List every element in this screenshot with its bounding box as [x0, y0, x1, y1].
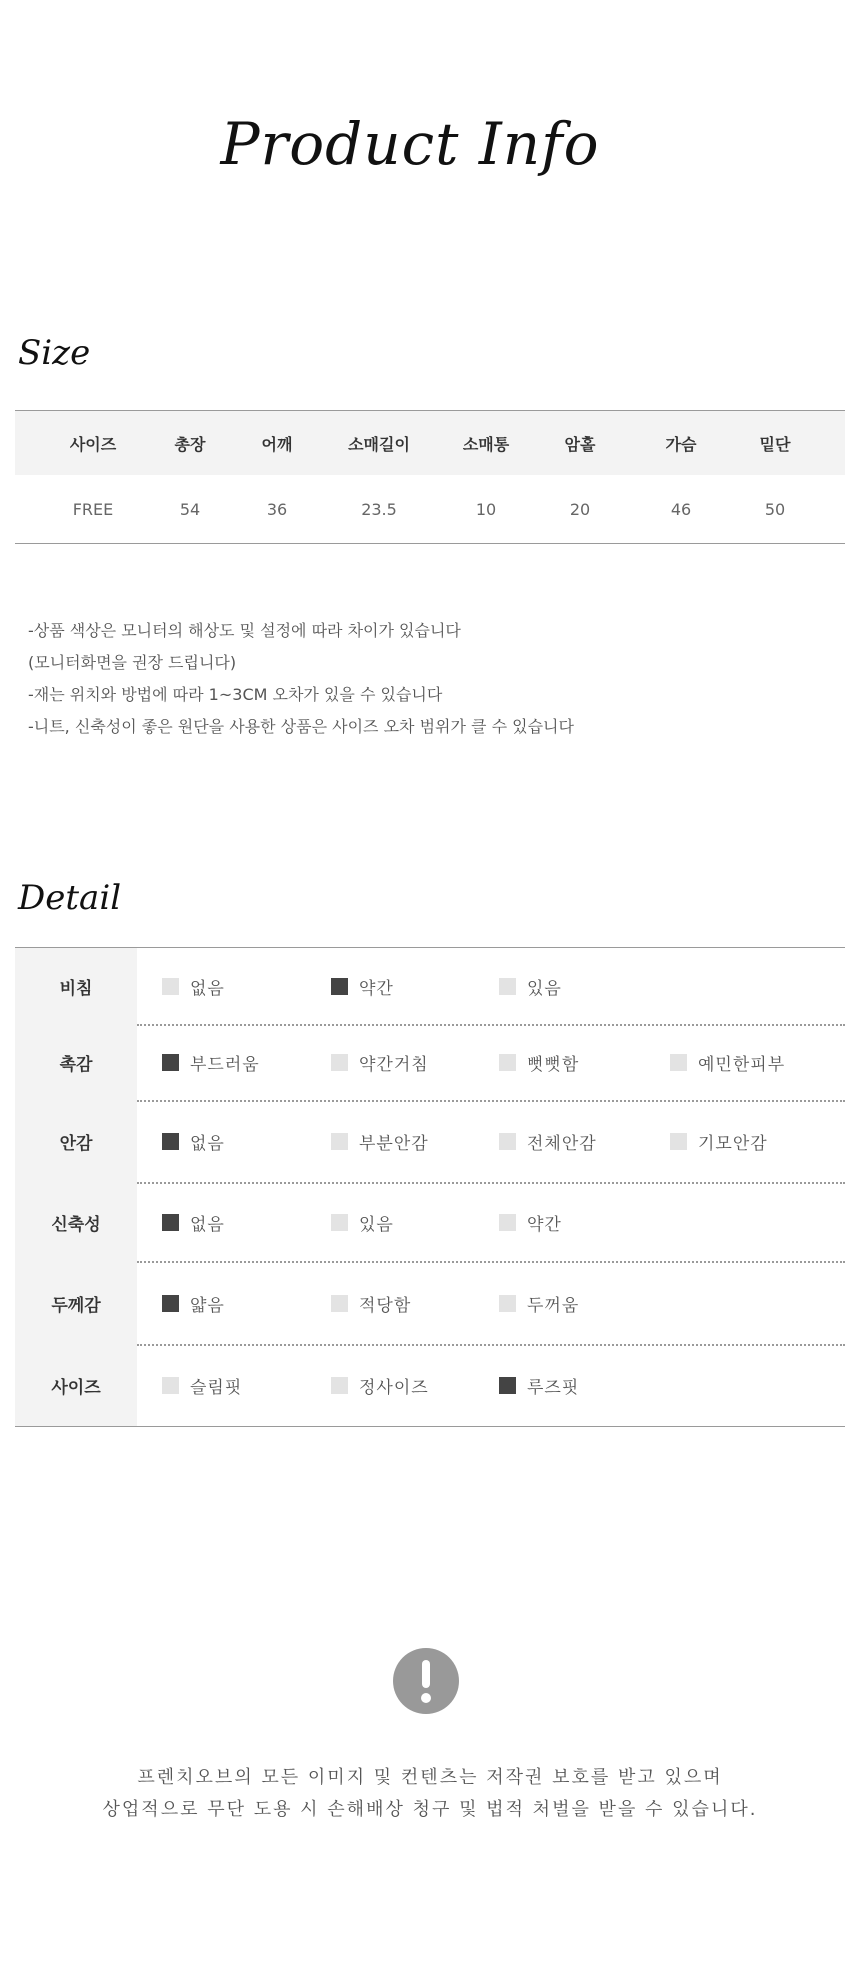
size-header-cell: 소매통 [462, 434, 510, 454]
detail-option [162, 1345, 242, 1425]
detail-option [331, 1025, 429, 1100]
option-label: 적당함 [359, 1295, 412, 1316]
note-line: (모니터화면을 권장 드립니다) [28, 653, 237, 672]
size-table [15, 410, 845, 544]
detail-option [670, 1025, 785, 1100]
detail-option [499, 1183, 562, 1261]
checkbox-empty-icon [499, 978, 516, 995]
size-header-cell: 총장 [174, 434, 206, 454]
detail-row-stretch [15, 1183, 845, 1261]
copyright-line: 프렌치오브의 모든 이미지 및 컨텐츠는 저작권 보호를 받고 있으며 [137, 1767, 723, 1788]
size-cell: 20 [569, 499, 591, 519]
size-header-cell: 사이즈 [69, 434, 117, 454]
option-label: 두꺼움 [527, 1295, 580, 1316]
size-cell: 36 [266, 499, 288, 519]
size-header-cell: 어깨 [261, 434, 293, 454]
size-header-cell: 암홀 [564, 434, 596, 454]
option-label: 없음 [190, 978, 225, 999]
detail-row-label: 촉감 [59, 1055, 93, 1075]
checkbox-empty-icon [331, 1054, 348, 1071]
size-cell: 54 [179, 499, 201, 519]
checkbox-empty-icon [499, 1214, 516, 1231]
checkbox-filled-icon [331, 978, 348, 995]
size-header-cell: 소매길이 [348, 434, 410, 454]
option-label: 예민한피부 [698, 1055, 786, 1075]
size-header-cell: 가슴 [665, 434, 697, 454]
detail-option [331, 1262, 411, 1344]
note-line: -재는 위치와 방법에 따라 1~3CM 오차가 있을 수 있습니다 [28, 685, 443, 704]
detail-table [15, 947, 845, 1427]
detail-option [670, 1101, 768, 1182]
size-cell: 50 [764, 499, 786, 519]
option-label: 없음 [190, 1134, 225, 1154]
detail-option [162, 948, 225, 1024]
exclamation-dot [421, 1693, 431, 1703]
size-cell: 10 [475, 499, 497, 519]
detail-row-label: 비침 [59, 978, 93, 999]
option-label: 전체안감 [527, 1134, 597, 1154]
checkbox-empty-icon [331, 1133, 348, 1150]
checkbox-filled-icon [162, 1295, 179, 1312]
checkbox-empty-icon [331, 1214, 348, 1231]
option-label: 얇음 [190, 1295, 225, 1316]
detail-row-lining [15, 1101, 845, 1182]
checkbox-empty-icon [331, 1377, 348, 1394]
detail-option [331, 948, 394, 1024]
exclamation-bar [422, 1660, 430, 1688]
size-cell: 46 [670, 499, 692, 519]
detail-option [162, 1025, 260, 1100]
option-label: 약간 [359, 978, 394, 999]
checkbox-empty-icon [499, 1133, 516, 1150]
page-title: Product Info [220, 110, 600, 178]
detail-row-fit [15, 1345, 845, 1425]
option-label: 슬림핏 [190, 1377, 243, 1398]
checkbox-empty-icon [162, 1377, 179, 1394]
checkbox-filled-icon [162, 1214, 179, 1231]
detail-row-label: 안감 [59, 1134, 93, 1154]
option-label: 루즈핏 [527, 1377, 580, 1398]
detail-option [331, 1101, 429, 1182]
option-label: 부분안감 [359, 1134, 429, 1154]
option-label: 뻣뻣함 [527, 1055, 580, 1075]
size-table-row [15, 475, 845, 543]
option-label: 정사이즈 [359, 1377, 429, 1398]
size-section-title: Size [18, 333, 91, 373]
detail-row-thickness [15, 1262, 845, 1344]
checkbox-filled-icon [499, 1377, 516, 1394]
option-label: 약간 [527, 1214, 562, 1235]
detail-option [499, 1025, 579, 1100]
checkbox-empty-icon [670, 1133, 687, 1150]
size-cell: 23.5 [361, 499, 397, 519]
detail-option [499, 948, 562, 1024]
checkbox-empty-icon [499, 1295, 516, 1312]
detail-option [499, 1262, 579, 1344]
option-label: 없음 [190, 1214, 225, 1235]
exclamation-icon [393, 1648, 459, 1714]
detail-option [331, 1345, 429, 1425]
checkbox-empty-icon [162, 978, 179, 995]
detail-option [331, 1183, 394, 1261]
checkbox-empty-icon [331, 1295, 348, 1312]
size-table-header-row [15, 411, 845, 475]
option-label: 부드러움 [190, 1055, 260, 1075]
detail-section-title: Detail [18, 878, 122, 918]
checkbox-filled-icon [162, 1054, 179, 1071]
size-header-cell: 밑단 [759, 434, 791, 454]
detail-option [162, 1183, 225, 1261]
option-label: 있음 [359, 1214, 394, 1235]
detail-row-see-through [15, 948, 845, 1024]
detail-option [162, 1262, 225, 1344]
checkbox-filled-icon [162, 1133, 179, 1150]
detail-row-label: 신축성 [51, 1214, 101, 1235]
detail-option [499, 1101, 597, 1182]
size-notes [28, 615, 574, 743]
detail-option [162, 1101, 225, 1182]
option-label: 약간거침 [359, 1055, 429, 1075]
detail-row-texture [15, 1025, 845, 1100]
option-label: 기모안감 [698, 1134, 768, 1154]
checkbox-empty-icon [499, 1054, 516, 1071]
checkbox-empty-icon [670, 1054, 687, 1071]
detail-row-label: 두께감 [51, 1295, 101, 1316]
option-label: 있음 [527, 978, 562, 999]
copyright-line: 상업적으로 무단 도용 시 손해배상 청구 및 법적 처벌을 받을 수 있습니다. [102, 1799, 758, 1820]
size-cell: FREE [72, 499, 114, 519]
detail-option [499, 1345, 579, 1425]
note-line: -니트, 신축성이 좋은 원단을 사용한 상품은 사이즈 오차 범위가 클 수 있습니다 [28, 717, 574, 736]
note-line: -상품 색상은 모니터의 해상도 및 설정에 따라 차이가 있습니다 [28, 621, 461, 640]
detail-row-label: 사이즈 [51, 1377, 101, 1398]
